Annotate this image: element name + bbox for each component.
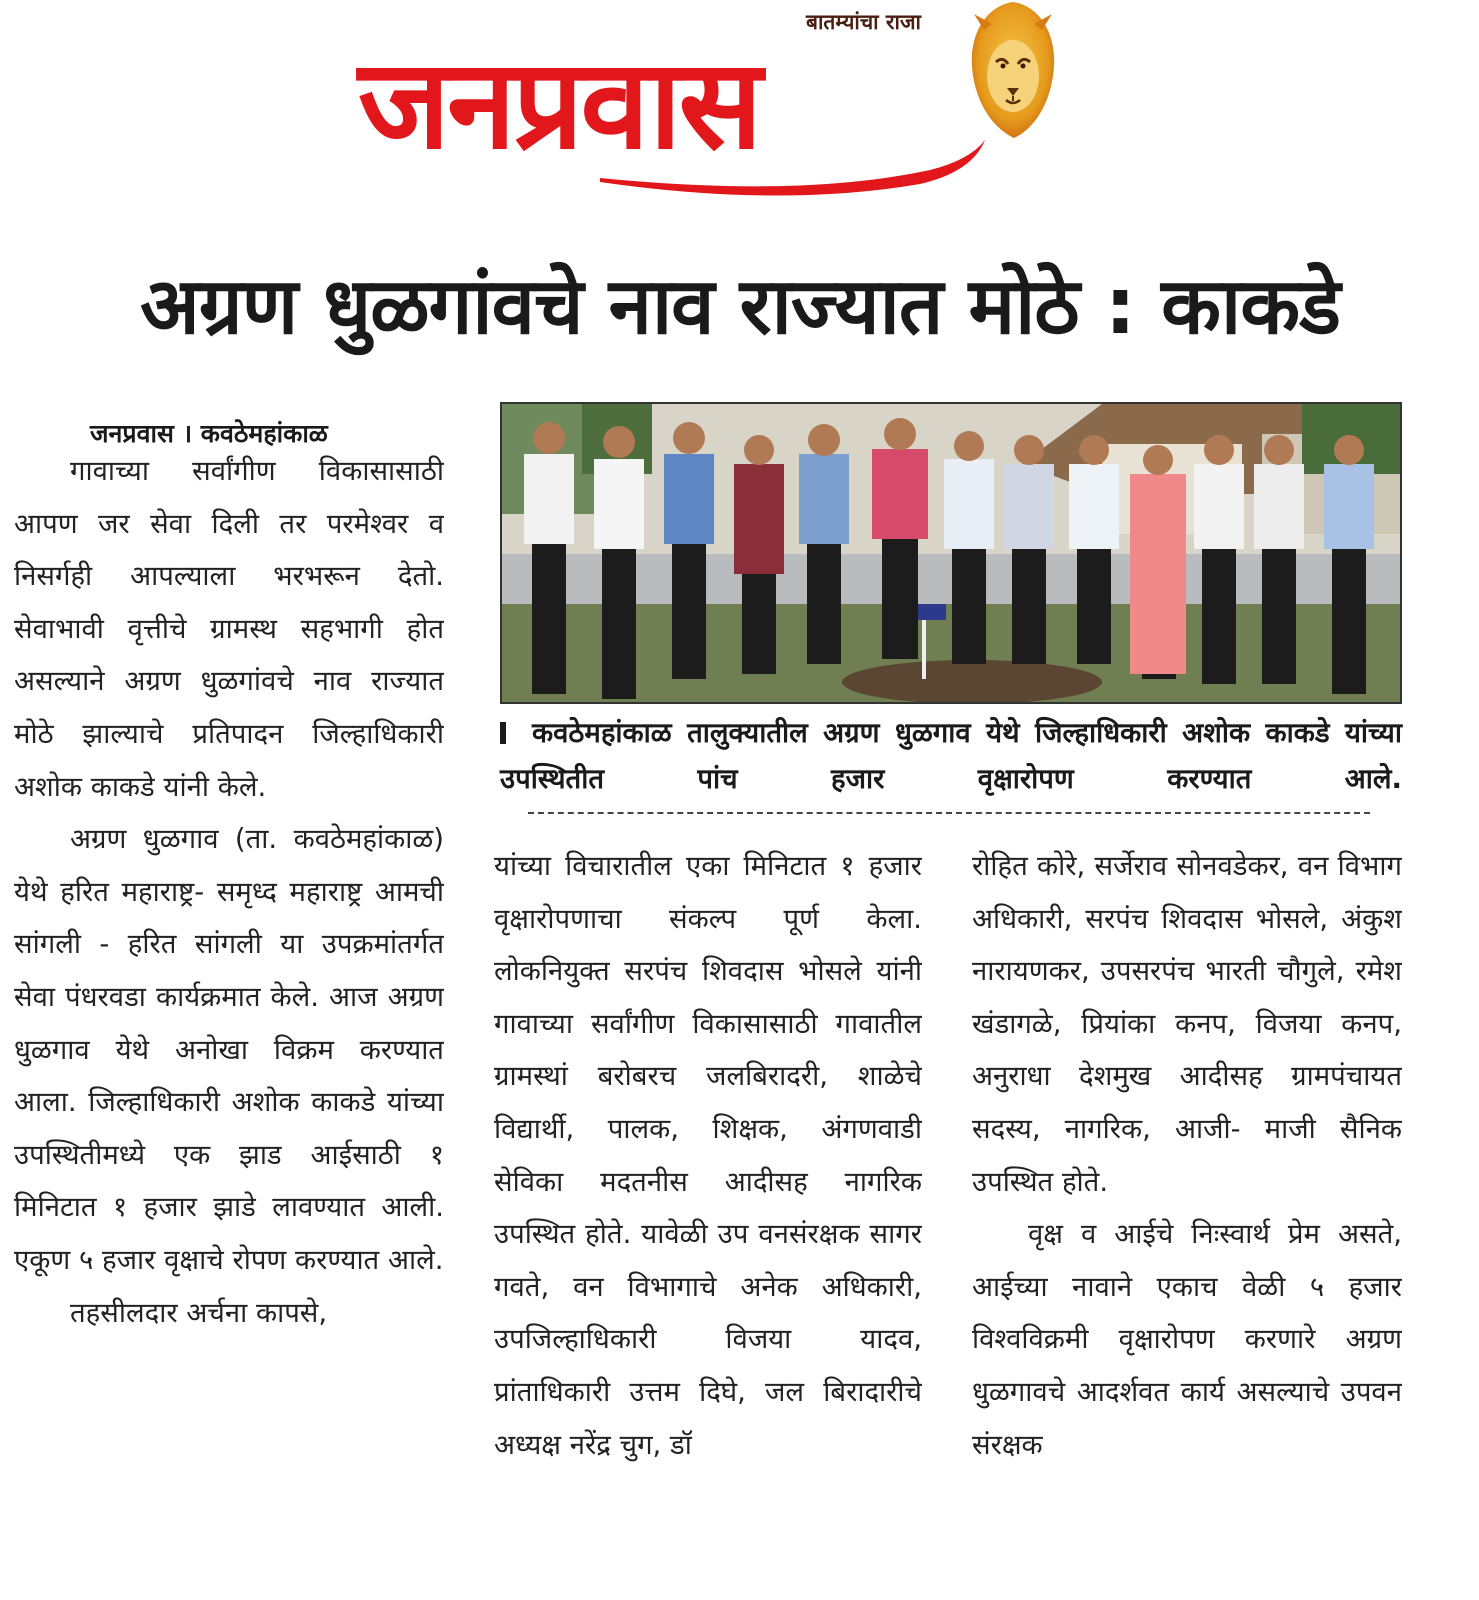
brand-swoosh (600, 120, 1000, 200)
column-1-paragraph-3: तहसीलदार अर्चना कापसे, (70, 1296, 328, 1329)
lion-logo-icon (970, 0, 1056, 140)
caption-marker-icon (500, 722, 506, 744)
column-2-paragraph-1: यांच्या विचारातील एका मिनिटात १ हजार वृक्षारोपणाचा संकल्प पूर्ण केला. लोकनियुक्त सरपंच शिवदास भोसले यांनी गावाच्या सर्वांगीण विकासासाठी गावातील ग्रामस्थां बरोबरच जलबिरादरी, शाळेचे विद्यार्थी, पालक, शिक्षक, अंगणवाडी सेविका मदतनीस आदीसह नागरिक उपस्थित होते. यावेळी उप वनसंरक्षक सागर गवते, वन विभागाचे अनेक अधिकारी, उपजिल्हाधिकारी विजया यादव, प्रांताधिकारी उत्तम दिघे, जल बिरादारीचे अध्यक्ष नरेंद्र चुग, डॉ (494, 850, 922, 1461)
article-column-3 (972, 840, 1402, 1540)
article-dateline: जनप्रवास । कवठेमहांकाळ (90, 419, 328, 448)
article-headline: अग्रण धुळगांवचे नाव राज्यात मोठे : काकडे (140, 262, 1340, 352)
photo-caption-text: कवठेमहांकाळ तालुक्यातील अग्रण धुळगाव येथे जिल्हाधिकारी अशोक काकडे यांच्या उपस्थितीत पांच हजार वृक्षारोपण करण्यात आले. (500, 717, 1402, 795)
column-3-paragraph-1: रोहित कोरे, सर्जेराव सोनवडेकर, वन विभाग अधिकारी, सरपंच शिवदास भोसले, अंकुश नारायणकर, उपसरपंच भारती चौगुले, रमेश खंडागळे, प्रियांका कनप, विजया कनप, अनुराधा देशमुख आदीसह ग्रामपंचायत सदस्य, नागरिक, आजी- माजी सैनिक उपस्थित होते. (972, 850, 1402, 1198)
article-column-2 (494, 840, 922, 1540)
article-column-1 (14, 445, 444, 1545)
photo-caption (500, 710, 1402, 802)
masthead-tagline: बातम्यांचा राजा (806, 9, 921, 34)
column-3-paragraph-2: वृक्ष व आईचे निःस्वार्थ प्रेम असते, आईच्या नावाने एकाच वेळी ५ हजार विश्वविक्रमी वृक्षारोपण करणारे अग्रण धुळगावचे आदर्शवत कार्य असल्याचे उपवन संरक्षक (972, 1218, 1402, 1461)
event-photo (500, 402, 1402, 704)
tree-plantation-group-photo (502, 404, 1400, 702)
masthead (0, 0, 1479, 230)
newspaper-name: जनप्रवास (358, 33, 760, 177)
column-1-paragraph-1: गावाच्या सर्वांगीण विकासासाठी आपण जर सेवा दिली तर परमेश्वर व निसर्गही आपल्याला भरभरून देतो. सेवाभावी वृत्तीचे ग्रामस्थ सहभागी होत असल्याने अग्रण धुळगांवचे नाव राज्यात मोठे झाल्याचे प्रतिपादन जिल्हाधिकारी अशोक काकडे यांनी केले. (14, 455, 444, 803)
caption-divider (528, 812, 1370, 814)
column-1-paragraph-2: अग्रण धुळगाव (ता. कवठेमहांकाळ) येथे हरित महाराष्ट्र- समृध्द महाराष्ट्र आमची सांगली - हरित सांगली या उपक्रमांतर्गत सेवा पंधरवडा कार्यक्रमात केले. आज अग्रण धुळगाव येथे अनोखा विक्रम करण्यात आला. जिल्हाधिकारी अशोक काकडे यांच्या उपस्थितीमध्ये एक झाड आईसाठी १ मिनिटात १ हजार झाडे लावण्यात आली. एकूण ५ हजार वृक्षाचे रोपण करण्यात आले. (14, 823, 444, 1276)
